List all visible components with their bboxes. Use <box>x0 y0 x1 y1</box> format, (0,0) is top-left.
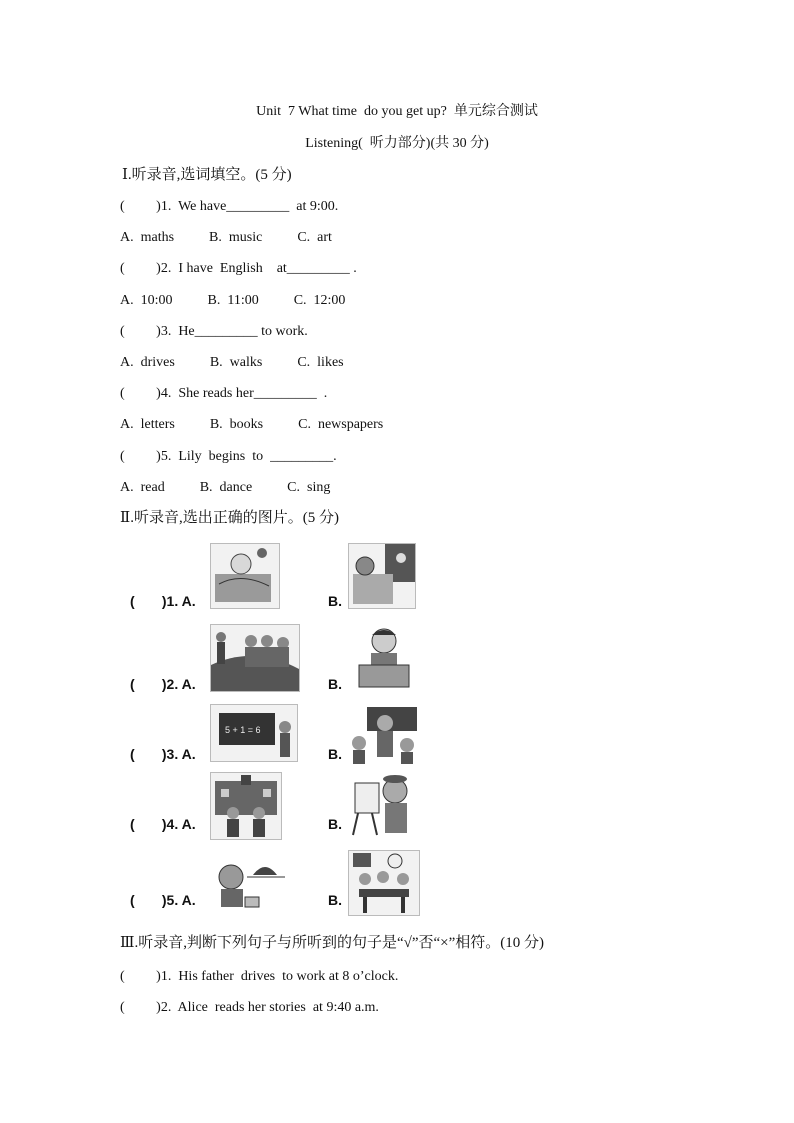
question-5: ( )5. Lily begins to _________. <box>120 449 337 464</box>
picture-row-3 <box>130 704 650 774</box>
question-4: ( )4. She reads her_________ . <box>120 386 328 401</box>
breakfast-sunrise-image[interactable] <box>210 850 302 912</box>
options-3: A. drives B. walks C. likes <box>120 355 344 370</box>
picture-row-1 <box>130 543 650 613</box>
option-b-label: B. <box>328 892 342 908</box>
picture-row-label: ( )1. A. <box>130 593 196 609</box>
judge-item-1: ( )1. His father drives to work at 8 o’clock. <box>120 969 399 984</box>
picture-row-label: ( )5. A. <box>130 892 196 908</box>
painter-boy-image[interactable] <box>348 772 416 840</box>
option-b-label: B. <box>328 676 342 692</box>
picture-row-label: ( )3. A. <box>130 746 196 762</box>
blackboard-text: 5 + 1 = 6 <box>225 725 261 735</box>
picture-row-2 <box>130 624 650 694</box>
family-dinner-image[interactable] <box>348 850 420 916</box>
section-3-heading: Ⅲ.听录音,判断下列句子与所听到的句子是“√”否“×”相符。(10 分) <box>120 935 545 951</box>
question-2: ( )2. I have English at_________ . <box>120 261 357 276</box>
maths-class-image[interactable] <box>210 704 298 762</box>
page-subtitle: Listening( 听力部分)(共 30 分) <box>305 136 489 151</box>
picture-row-label: ( )2. A. <box>130 676 196 692</box>
question-1: ( )1. We have_________ at 9:00. <box>120 199 339 214</box>
school-building-image[interactable] <box>210 772 282 840</box>
judge-item-2: ( )2. Alice reads her stories at 9:40 a.m. <box>120 1000 379 1015</box>
sleeping-boy-image[interactable] <box>210 543 280 609</box>
options-5: A. read B. dance C. sing <box>120 480 331 495</box>
night-bedroom-image[interactable] <box>348 543 416 609</box>
picture-row-4 <box>130 772 650 842</box>
section-1-heading: Ⅰ.听录音,选词填空。(5 分) <box>122 167 292 183</box>
option-b-label: B. <box>328 593 342 609</box>
options-1: A. maths B. music C. art <box>120 230 332 245</box>
picture-row-label: ( )4. A. <box>130 816 196 832</box>
page-title: Unit 7 What time do you get up? 单元综合测试 <box>256 104 538 119</box>
section-2-heading: Ⅱ.听录音,选出正确的图片。(5 分) <box>120 510 339 526</box>
option-b-label: B. <box>328 816 342 832</box>
options-4: A. letters B. books C. newspapers <box>120 417 384 432</box>
option-b-label: B. <box>328 746 342 762</box>
question-3: ( )3. He_________ to work. <box>120 324 308 339</box>
teacher-students-image[interactable] <box>348 704 420 766</box>
picture-row-5 <box>130 850 650 920</box>
running-track-image[interactable] <box>210 624 300 692</box>
boy-at-desk-image[interactable] <box>350 624 418 692</box>
options-2: A. 10:00 B. 11:00 C. 12:00 <box>120 293 346 308</box>
